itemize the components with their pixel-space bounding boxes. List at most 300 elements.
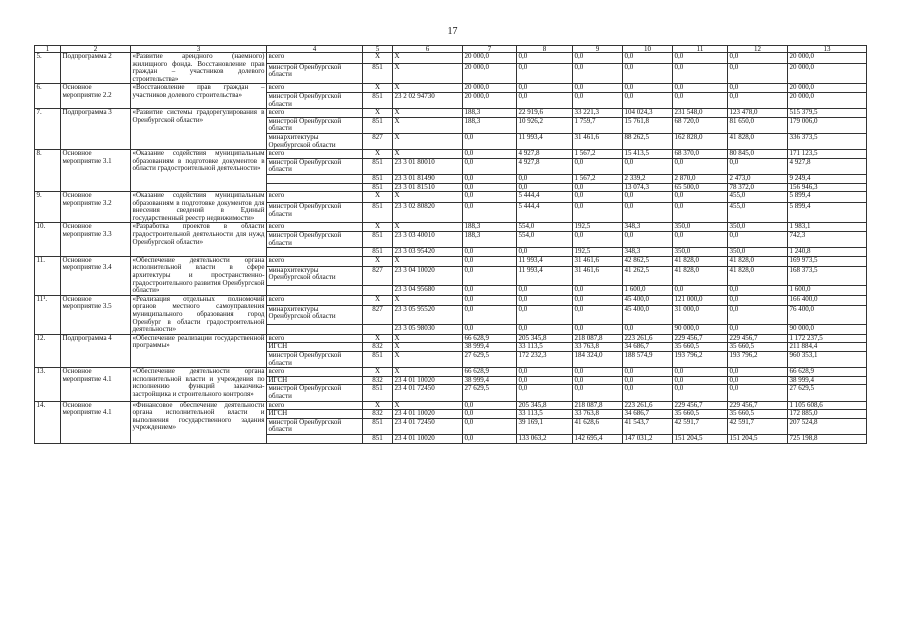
year-2024-cell: 0,0 (728, 158, 788, 174)
grbs-code-cell (363, 324, 393, 334)
program-title-cell: «Восстановление прав граждан – участников долевого строительства» (131, 84, 267, 109)
year-2023-cell: 0,0 (673, 84, 728, 93)
grbs-code-cell: 827 (363, 266, 393, 285)
executor-cell: минстрой Оренбургской области (267, 63, 363, 84)
program-type-cell: Подпрограмма 4 (61, 334, 131, 367)
grbs-code-cell: X (363, 192, 393, 203)
total-cell: 725 198,8 (788, 434, 867, 443)
year-2021-cell: 184 324,0 (573, 351, 623, 367)
table-row (35, 295, 867, 305)
year-2024-cell: 229 456,7 (728, 401, 788, 410)
year-2024-cell: 151 204,5 (728, 434, 788, 443)
year-2021-cell: 31 461,6 (573, 266, 623, 285)
year-2023-cell: 65 500,0 (673, 183, 728, 192)
grbs-code-cell: X (363, 84, 393, 93)
table-row (35, 150, 867, 159)
year-2024-cell: 2 473,0 (728, 174, 788, 183)
grbs-code-cell: X (363, 334, 393, 343)
table-row (35, 368, 867, 377)
year-2020-cell: 205 345,8 (517, 401, 573, 410)
kcsr-code-cell: X (393, 109, 463, 118)
kcsr-code-cell: X (393, 368, 463, 377)
grbs-code-cell: 851 (363, 434, 393, 443)
year-2020-cell: 0,0 (517, 63, 573, 84)
kcsr-code-cell: X (393, 63, 463, 84)
year-2020-cell: 0,0 (517, 305, 573, 324)
year-2019-cell: 188,3 (463, 117, 517, 133)
year-2022-cell: 41 262,5 (623, 266, 673, 285)
program-title-cell: «Оказание содействия муниципальным образованиям в подготовке документов в области градостроительной деятельности» (131, 150, 267, 192)
year-2022-cell: 0,0 (623, 63, 673, 84)
year-2022-cell: 2 339,2 (623, 174, 673, 183)
year-2021-cell: 0,0 (573, 84, 623, 93)
row-number-cell: 14. (35, 401, 61, 443)
year-2024-cell: 0,0 (728, 92, 788, 108)
kcsr-code-cell: X (393, 334, 463, 343)
column-number-cell: 5 (363, 46, 393, 53)
year-2021-cell: 192,5 (573, 248, 623, 257)
year-2022-cell: 0,0 (623, 368, 673, 377)
year-2021-cell: 0,0 (573, 324, 623, 334)
row-number-cell: 5. (35, 53, 61, 84)
year-2021-cell: 31 461,6 (573, 256, 623, 266)
total-cell: 90 000,0 (788, 324, 867, 334)
year-2019-cell: 20 000,0 (463, 53, 517, 64)
column-number-cell: 2 (61, 46, 131, 53)
kcsr-code-cell: X (393, 351, 463, 367)
kcsr-code-cell: X (393, 84, 463, 93)
year-2023-cell: 0,0 (673, 232, 728, 248)
executor-cell: минстрой Оренбургской области (267, 385, 363, 401)
year-2022-cell: 0,0 (623, 92, 673, 108)
page-number: 17 (447, 26, 458, 37)
year-2024-cell: 350,0 (728, 248, 788, 257)
kcsr-code-cell: 23 3 05 95520 (393, 305, 463, 324)
total-cell: 168 373,5 (788, 266, 867, 285)
executor-cell: всего (267, 295, 363, 305)
year-2021-cell: 0,0 (573, 285, 623, 295)
year-2020-cell: 4 927,8 (517, 158, 573, 174)
grbs-code-cell: X (363, 109, 393, 118)
column-number-cell: 9 (573, 46, 623, 53)
grbs-code-cell: 851 (363, 351, 393, 367)
total-cell: 20 000,0 (788, 63, 867, 84)
executor-cell: всего (267, 223, 363, 232)
year-2019-cell: 0,0 (463, 418, 517, 434)
grbs-code-cell: X (363, 401, 393, 410)
kcsr-code-cell: X (393, 256, 463, 266)
year-2019-cell: 188,3 (463, 232, 517, 248)
year-2021-cell: 0,0 (573, 305, 623, 324)
total-cell: 207 524,8 (788, 418, 867, 434)
year-2022-cell: 1 600,0 (623, 285, 673, 295)
year-2021-cell: 0,0 (573, 295, 623, 305)
row-number-cell: 7. (35, 109, 61, 150)
kcsr-code-cell: 23 3 01 81490 (393, 174, 463, 183)
year-2019-cell: 0,0 (463, 410, 517, 419)
year-2024-cell: 42 591,7 (728, 418, 788, 434)
grbs-code-cell: X (363, 295, 393, 305)
year-2019-cell: 0,0 (463, 174, 517, 183)
year-2020-cell: 0,0 (517, 295, 573, 305)
total-cell: 960 353,1 (788, 351, 867, 367)
year-2022-cell: 0,0 (623, 385, 673, 401)
year-2019-cell: 0,0 (463, 434, 517, 443)
year-2021-cell: 33 221,3 (573, 109, 623, 118)
total-cell: 156 946,3 (788, 183, 867, 192)
year-2023-cell: 121 000,0 (673, 295, 728, 305)
program-title-cell: «Разработка проектов в области градостроительной деятельности для нужд Оренбургской области» (131, 223, 267, 256)
year-2019-cell: 0,0 (463, 305, 517, 324)
table-row (35, 334, 867, 343)
year-2021-cell: 0,0 (573, 53, 623, 64)
year-2023-cell: 0,0 (673, 53, 728, 64)
year-2021-cell: 1 567,2 (573, 174, 623, 183)
year-2020-cell: 0,0 (517, 174, 573, 183)
kcsr-code-cell: 23 3 02 80820 (393, 202, 463, 223)
year-2024-cell: 35 660,5 (728, 343, 788, 352)
year-2020-cell: 0,0 (517, 248, 573, 257)
year-2023-cell: 41 828,0 (673, 266, 728, 285)
executor-cell: всего (267, 109, 363, 118)
year-2023-cell: 2 870,0 (673, 174, 728, 183)
program-title-cell: «Обеспечение деятельности органа исполнительной власти в сфере архитектуры и пространственно-градостроительного развития Оренбургской области» (132, 256, 265, 295)
executor-cell: всего (267, 401, 363, 410)
year-2024-cell: 455,0 (728, 192, 788, 203)
kcsr-code-cell: X (393, 53, 463, 64)
executor-cell: всего (267, 334, 363, 343)
program-type-cell: Подпрограмма 2 (61, 53, 131, 84)
grbs-code-cell: X (363, 368, 393, 377)
year-2019-cell: 0,0 (463, 133, 517, 149)
year-2022-cell: 0,0 (623, 202, 673, 223)
grbs-code-cell: 827 (363, 133, 393, 149)
executor-cell: всего (267, 192, 363, 203)
year-2024-cell: 80 845,0 (728, 150, 788, 159)
year-2019-cell: 38 999,4 (463, 343, 517, 352)
grbs-code-cell: X (363, 53, 393, 64)
program-title-cell: «Развитие арендного (наемного) жилищного фонда. Восстановление прав граждан – участников долевого строительства» (132, 52, 265, 83)
year-2024-cell: 455,0 (728, 202, 788, 223)
year-2022-cell: 45 400,0 (623, 295, 673, 305)
executor-cell: ИГСН (267, 343, 363, 352)
kcsr-code-cell: X (393, 401, 463, 410)
executor-cell (267, 434, 363, 443)
year-2020-cell: 133 063,2 (517, 434, 573, 443)
year-2021-cell: 0,0 (573, 232, 623, 248)
row-number-cell: 11¹. (35, 295, 61, 334)
year-2022-cell: 45 400,0 (623, 305, 673, 324)
year-2021-cell: 0,0 (573, 202, 623, 223)
year-2020-cell: 10 926,2 (517, 117, 573, 133)
year-2022-cell: 0,0 (623, 376, 673, 385)
grbs-code-cell: 851 (363, 232, 393, 248)
year-2023-cell: 350,0 (673, 223, 728, 232)
year-2023-cell: 162 828,0 (673, 133, 728, 149)
year-2021-cell: 0,0 (573, 183, 623, 192)
year-2019-cell: 0,0 (463, 183, 517, 192)
year-2021-cell: 41 628,6 (573, 418, 623, 434)
table-row (35, 84, 867, 93)
year-2019-cell: 20 000,0 (463, 92, 517, 108)
year-2020-cell: 0,0 (517, 368, 573, 377)
row-number-cell: 12. (35, 334, 61, 367)
total-cell: 20 000,0 (788, 92, 867, 108)
year-2022-cell: 13 074,3 (623, 183, 673, 192)
year-2020-cell: 11 993,4 (517, 266, 573, 285)
executor-cell: минстрой Оренбургской области (267, 418, 363, 434)
kcsr-code-cell: X (393, 133, 463, 149)
year-2020-cell: 0,0 (517, 324, 573, 334)
year-2020-cell: 0,0 (517, 285, 573, 295)
year-2024-cell: 0,0 (728, 63, 788, 84)
kcsr-code-cell: 23 3 03 95420 (393, 248, 463, 257)
year-2024-cell: 41 828,0 (728, 256, 788, 266)
kcsr-code-cell: X (393, 117, 463, 133)
year-2023-cell: 0,0 (673, 285, 728, 295)
year-2024-cell: 41 828,0 (728, 133, 788, 149)
year-2023-cell: 0,0 (673, 192, 728, 203)
total-cell: 9 249,4 (788, 174, 867, 183)
table-row (35, 401, 867, 410)
year-2023-cell: 0,0 (673, 158, 728, 174)
column-number-cell: 7 (463, 46, 517, 53)
total-cell: 27 629,5 (788, 385, 867, 401)
kcsr-code-cell: 23 2 02 94730 (393, 92, 463, 108)
grbs-code-cell: 832 (363, 410, 393, 419)
year-2023-cell: 151 204,5 (673, 434, 728, 443)
year-2021-cell: 33 763,8 (573, 343, 623, 352)
year-2024-cell: 229 456,7 (728, 334, 788, 343)
table-row (35, 223, 867, 232)
year-2021-cell: 192,5 (573, 223, 623, 232)
kcsr-code-cell: 23 4 01 72450 (393, 385, 463, 401)
grbs-code-cell: 851 (363, 117, 393, 133)
year-2024-cell: 350,0 (728, 223, 788, 232)
year-2024-cell: 123 478,0 (728, 109, 788, 118)
year-2021-cell: 0,0 (573, 158, 623, 174)
year-2019-cell: 20 000,0 (463, 63, 517, 84)
year-2022-cell: 88 262,5 (623, 133, 673, 149)
row-number-cell: 13. (35, 368, 61, 401)
kcsr-code-cell: X (393, 192, 463, 203)
year-2020-cell: 0,0 (517, 84, 573, 93)
year-2024-cell: 0,0 (728, 232, 788, 248)
year-2020-cell: 0,0 (517, 183, 573, 192)
program-title-cell: «Реализация отдельных полномочий органов местного самоуправления муниципального образования город Оренбург в области градостроительной деятельности» (132, 295, 265, 334)
column-number-cell: 13 (788, 46, 867, 53)
program-title-cell: «Обеспечение реализации государственной программы» (131, 334, 267, 367)
year-2024-cell: 0,0 (728, 53, 788, 64)
column-number-cell: 11 (673, 46, 728, 53)
year-2023-cell: 350,0 (673, 248, 728, 257)
year-2023-cell: 31 000,0 (673, 305, 728, 324)
year-2024-cell: 0,0 (728, 385, 788, 401)
year-2021-cell: 33 763,8 (573, 410, 623, 419)
year-2023-cell: 35 660,5 (673, 410, 728, 419)
year-2019-cell: 0,0 (463, 266, 517, 285)
grbs-code-cell: 851 (363, 248, 393, 257)
year-2022-cell: 34 686,7 (623, 343, 673, 352)
row-number-cell: 11. (35, 256, 61, 295)
executor-cell: минстрой Оренбургской области (267, 202, 363, 223)
year-2021-cell: 0,0 (573, 92, 623, 108)
row-number-cell: 9. (35, 192, 61, 223)
total-cell: 336 373,5 (788, 133, 867, 149)
year-2019-cell: 0,0 (463, 150, 517, 159)
year-2022-cell: 0,0 (623, 158, 673, 174)
executor-cell: ИГСН (267, 410, 363, 419)
program-title-cell: «Обеспечение деятельности органа исполнительной власти и учреждения по исполнению функций заказчика-застройщика и строительного контроля» (131, 368, 267, 401)
program-title-cell: «Развитие системы градорегулирования в Оренбургской области» (131, 109, 267, 150)
year-2022-cell: 15 761,8 (623, 117, 673, 133)
year-2024-cell: 41 828,0 (728, 266, 788, 285)
year-2019-cell: 20 000,0 (463, 84, 517, 93)
program-title-cell: «Финансовое обеспечение деятельности органа исполнительной власти и выполнения государственного задания учреждением» (131, 401, 267, 443)
total-cell: 515 379,5 (788, 109, 867, 118)
grbs-code-cell: X (363, 256, 393, 266)
total-cell: 742,3 (788, 232, 867, 248)
grbs-code-cell (363, 285, 393, 295)
program-type-cell: Основное мероприятие 3.2 (61, 192, 131, 223)
year-2024-cell: 0,0 (728, 368, 788, 377)
year-2019-cell: 0,0 (463, 256, 517, 266)
year-2019-cell: 0,0 (463, 158, 517, 174)
total-cell: 66 628,9 (788, 368, 867, 377)
year-2021-cell: 0,0 (573, 192, 623, 203)
grbs-code-cell: 832 (363, 376, 393, 385)
year-2020-cell: 5 444,4 (517, 202, 573, 223)
year-2024-cell: 0,0 (728, 376, 788, 385)
year-2020-cell: 39 169,1 (517, 418, 573, 434)
year-2020-cell: 11 993,4 (517, 133, 573, 149)
column-number-cell: 6 (393, 46, 463, 53)
total-cell: 20 000,0 (788, 53, 867, 64)
year-2021-cell: 218 087,8 (573, 401, 623, 410)
grbs-code-cell: 851 (363, 202, 393, 223)
executor-cell: минстрой Оренбургской области (267, 232, 363, 248)
executor-cell: всего (267, 53, 363, 64)
year-2022-cell: 104 024,3 (623, 109, 673, 118)
year-2020-cell: 33 113,5 (517, 410, 573, 419)
year-2023-cell: 68 370,0 (673, 150, 728, 159)
year-2021-cell: 0,0 (573, 63, 623, 84)
program-title-cell: «Оказание содействия муниципальным образованиям в подготовке документов для внесения сведений в Единый государственный реестр недвижимости» (132, 191, 265, 222)
executor-cell: всего (267, 84, 363, 93)
grbs-code-cell: 851 (363, 63, 393, 84)
year-2019-cell: 0,0 (463, 401, 517, 410)
total-cell: 5 899,4 (788, 192, 867, 203)
year-2024-cell: 35 660,5 (728, 410, 788, 419)
column-number-cell: 8 (517, 46, 573, 53)
total-cell: 211 884,4 (788, 343, 867, 352)
executor-cell (267, 285, 363, 295)
grbs-code-cell: 851 (363, 183, 393, 192)
year-2023-cell: 0,0 (673, 92, 728, 108)
kcsr-code-cell: 23 4 01 72450 (393, 418, 463, 434)
year-2020-cell: 11 993,4 (517, 256, 573, 266)
kcsr-code-cell: 23 4 01 10020 (393, 410, 463, 419)
table-row (35, 256, 867, 266)
table-row (35, 53, 867, 64)
kcsr-code-cell: X (393, 295, 463, 305)
row-number-cell: 6. (35, 84, 61, 109)
year-2022-cell: 41 543,7 (623, 418, 673, 434)
kcsr-code-cell: 23 3 03 40010 (393, 232, 463, 248)
total-cell: 1 172 237,5 (788, 334, 867, 343)
kcsr-code-cell: 23 4 01 10020 (393, 434, 463, 443)
year-2023-cell: 0,0 (673, 63, 728, 84)
executor-cell (267, 183, 363, 192)
grbs-code-cell: 832 (363, 343, 393, 352)
year-2024-cell: 81 650,0 (728, 117, 788, 133)
total-cell: 4 927,8 (788, 158, 867, 174)
year-2022-cell: 34 686,7 (623, 410, 673, 419)
year-2020-cell: 4 927,8 (517, 150, 573, 159)
grbs-code-cell: X (363, 223, 393, 232)
grbs-code-cell: 851 (363, 385, 393, 401)
year-2022-cell: 223 261,6 (623, 334, 673, 343)
total-cell: 76 400,0 (788, 305, 867, 324)
year-2020-cell: 554,0 (517, 232, 573, 248)
table-row (35, 109, 867, 118)
year-2020-cell: 205 345,8 (517, 334, 573, 343)
program-type-cell: Основное мероприятие 3.4 (61, 256, 131, 295)
budget-table (34, 45, 867, 444)
grbs-code-cell: X (363, 150, 393, 159)
year-2021-cell: 0,0 (573, 376, 623, 385)
year-2024-cell: 0,0 (728, 305, 788, 324)
executor-cell (267, 174, 363, 183)
year-2023-cell: 0,0 (673, 368, 728, 377)
year-2019-cell: 27 629,5 (463, 385, 517, 401)
executor-cell: минстрой Оренбургской области (267, 158, 363, 174)
total-cell: 166 400,0 (788, 295, 867, 305)
year-2020-cell: 0,0 (517, 53, 573, 64)
year-2019-cell: 0,0 (463, 202, 517, 223)
program-type-cell: Основное мероприятие 3.5 (61, 295, 131, 334)
program-type-cell: Основное мероприятие 4.1 (61, 401, 131, 443)
executor-cell: минстрой Оренбургской области (267, 351, 363, 367)
year-2023-cell: 0,0 (673, 202, 728, 223)
executor-cell (267, 324, 363, 334)
year-2023-cell: 42 591,7 (673, 418, 728, 434)
year-2019-cell: 188,3 (463, 223, 517, 232)
executor-cell: минархитектуры Оренбургской области (267, 305, 363, 324)
year-2023-cell: 231 548,0 (673, 109, 728, 118)
executor-cell: минархитектуры Оренбургской области (267, 266, 363, 285)
total-cell: 169 973,5 (788, 256, 867, 266)
year-2022-cell: 15 413,5 (623, 150, 673, 159)
column-number-cell: 10 (623, 46, 673, 53)
program-type-cell: Основное мероприятие 3.1 (61, 150, 131, 192)
executor-cell: всего (267, 150, 363, 159)
year-2019-cell: 0,0 (463, 285, 517, 295)
column-number-cell: 1 (35, 46, 61, 53)
year-2020-cell: 5 444,4 (517, 192, 573, 203)
year-2023-cell: 229 456,7 (673, 401, 728, 410)
program-type-cell: Подпрограмма 3 (61, 109, 131, 150)
executor-cell: всего (267, 368, 363, 377)
column-number-cell: 4 (267, 46, 363, 53)
year-2020-cell: 22 919,6 (517, 109, 573, 118)
year-2019-cell: 0,0 (463, 248, 517, 257)
year-2020-cell: 0,0 (517, 92, 573, 108)
kcsr-code-cell: 23 3 04 10020 (393, 266, 463, 285)
year-2021-cell: 31 461,6 (573, 133, 623, 149)
year-2024-cell: 78 372,0 (728, 183, 788, 192)
year-2023-cell: 68 720,0 (673, 117, 728, 133)
